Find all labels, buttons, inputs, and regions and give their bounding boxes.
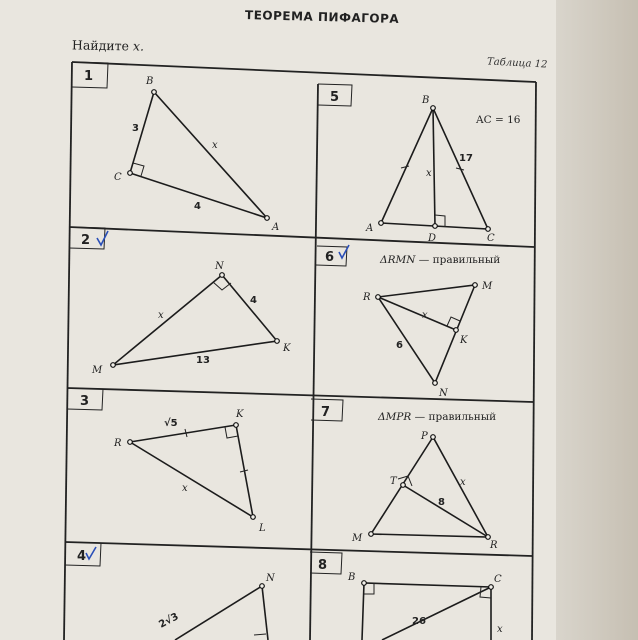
vertex-label-m: M bbox=[482, 281, 493, 292]
check-mark-2 bbox=[97, 231, 108, 245]
vertex-label-k: K bbox=[283, 343, 291, 354]
side-label: 2√3 bbox=[157, 611, 181, 631]
vertex-label-n: N bbox=[215, 261, 224, 272]
condition-5: AC = 16 bbox=[476, 114, 521, 126]
vertex-label-b: B bbox=[348, 572, 356, 583]
cell-number-1: 1 bbox=[84, 69, 94, 84]
height-label: x bbox=[426, 168, 432, 179]
table-label: Таблица 12 bbox=[486, 56, 548, 71]
vertex-label-d: D bbox=[428, 233, 437, 244]
problem-5-figure bbox=[365, 95, 521, 244]
side-label-bc: 17 bbox=[459, 153, 473, 164]
vertex-label-b: B bbox=[422, 95, 430, 106]
condition-7-text: — правильный bbox=[411, 411, 497, 423]
problem-3-figure bbox=[113, 409, 266, 534]
cell-number-4: 4 bbox=[77, 549, 87, 564]
side-label-hyp: x bbox=[212, 140, 218, 151]
vertex-label-k: K bbox=[236, 409, 244, 420]
cell-number-3: 3 bbox=[80, 394, 90, 409]
problem-7-figure bbox=[351, 411, 498, 551]
vertex-label-c: C bbox=[494, 574, 502, 585]
side-label: x bbox=[497, 624, 503, 635]
side-label-rl: x bbox=[182, 483, 188, 494]
condition-7-triangle: ΔMPR bbox=[378, 411, 412, 423]
condition-6-triangle: ΔRMN bbox=[380, 254, 416, 266]
cell-number-2: 2 bbox=[81, 233, 91, 248]
task-text: Найдите bbox=[71, 37, 130, 54]
diagonal-label: 26 bbox=[412, 616, 426, 627]
side-label-mk: 13 bbox=[196, 355, 210, 366]
side-label-bc: 3 bbox=[132, 123, 139, 134]
cell-number-7: 7 bbox=[321, 405, 331, 420]
vertex-label-c: C bbox=[487, 233, 495, 244]
vertex-label-p: P bbox=[421, 431, 428, 442]
vertex-label-m: M bbox=[352, 533, 363, 544]
condition-6 bbox=[379, 254, 500, 266]
vertex-label-m: M bbox=[92, 365, 103, 376]
side-label-mn: x bbox=[158, 310, 164, 321]
side-label-rk: √5 bbox=[164, 418, 178, 429]
vertex-label-n: N bbox=[266, 573, 275, 584]
vertex-label-t: T bbox=[390, 476, 397, 487]
condition-6-text: — правильный bbox=[415, 254, 501, 266]
problem-4-figure bbox=[157, 573, 276, 640]
side-label-pr: x bbox=[460, 477, 466, 488]
side-label-rn: 6 bbox=[396, 340, 403, 351]
task-variable: x. bbox=[132, 38, 145, 54]
problem-6-figure bbox=[362, 254, 500, 399]
problem-1-figure bbox=[114, 76, 279, 233]
vertex-label-b: B bbox=[146, 76, 154, 87]
vertex-label-r: R bbox=[490, 540, 498, 551]
side-label-ca: 4 bbox=[194, 201, 201, 212]
check-mark-4 bbox=[86, 547, 96, 559]
vertex-label-r: R bbox=[363, 292, 371, 303]
condition-7 bbox=[377, 411, 496, 423]
side-label-nk: 4 bbox=[250, 295, 257, 306]
problem-2-figure bbox=[91, 261, 291, 376]
vertex-label-k: K bbox=[460, 335, 468, 346]
table-grid bbox=[64, 62, 536, 640]
cell-number-5: 5 bbox=[330, 90, 340, 105]
vertex-label-r: R bbox=[114, 438, 122, 449]
segment-label: x bbox=[422, 310, 428, 321]
segment-label: 8 bbox=[438, 497, 445, 508]
cell-number-6: 6 bbox=[325, 250, 335, 265]
vertex-label-n: N bbox=[439, 388, 448, 399]
vertex-label-l: L bbox=[259, 523, 266, 534]
cell-number-8: 8 bbox=[318, 558, 328, 573]
problem-8-figure bbox=[347, 572, 503, 640]
page-title: ТЕОРЕМА ПИФАГОРА bbox=[244, 7, 400, 27]
vertex-label-a: A bbox=[272, 222, 280, 233]
vertex-label-c: C bbox=[114, 172, 122, 183]
vertex-label-a: A bbox=[366, 223, 374, 234]
